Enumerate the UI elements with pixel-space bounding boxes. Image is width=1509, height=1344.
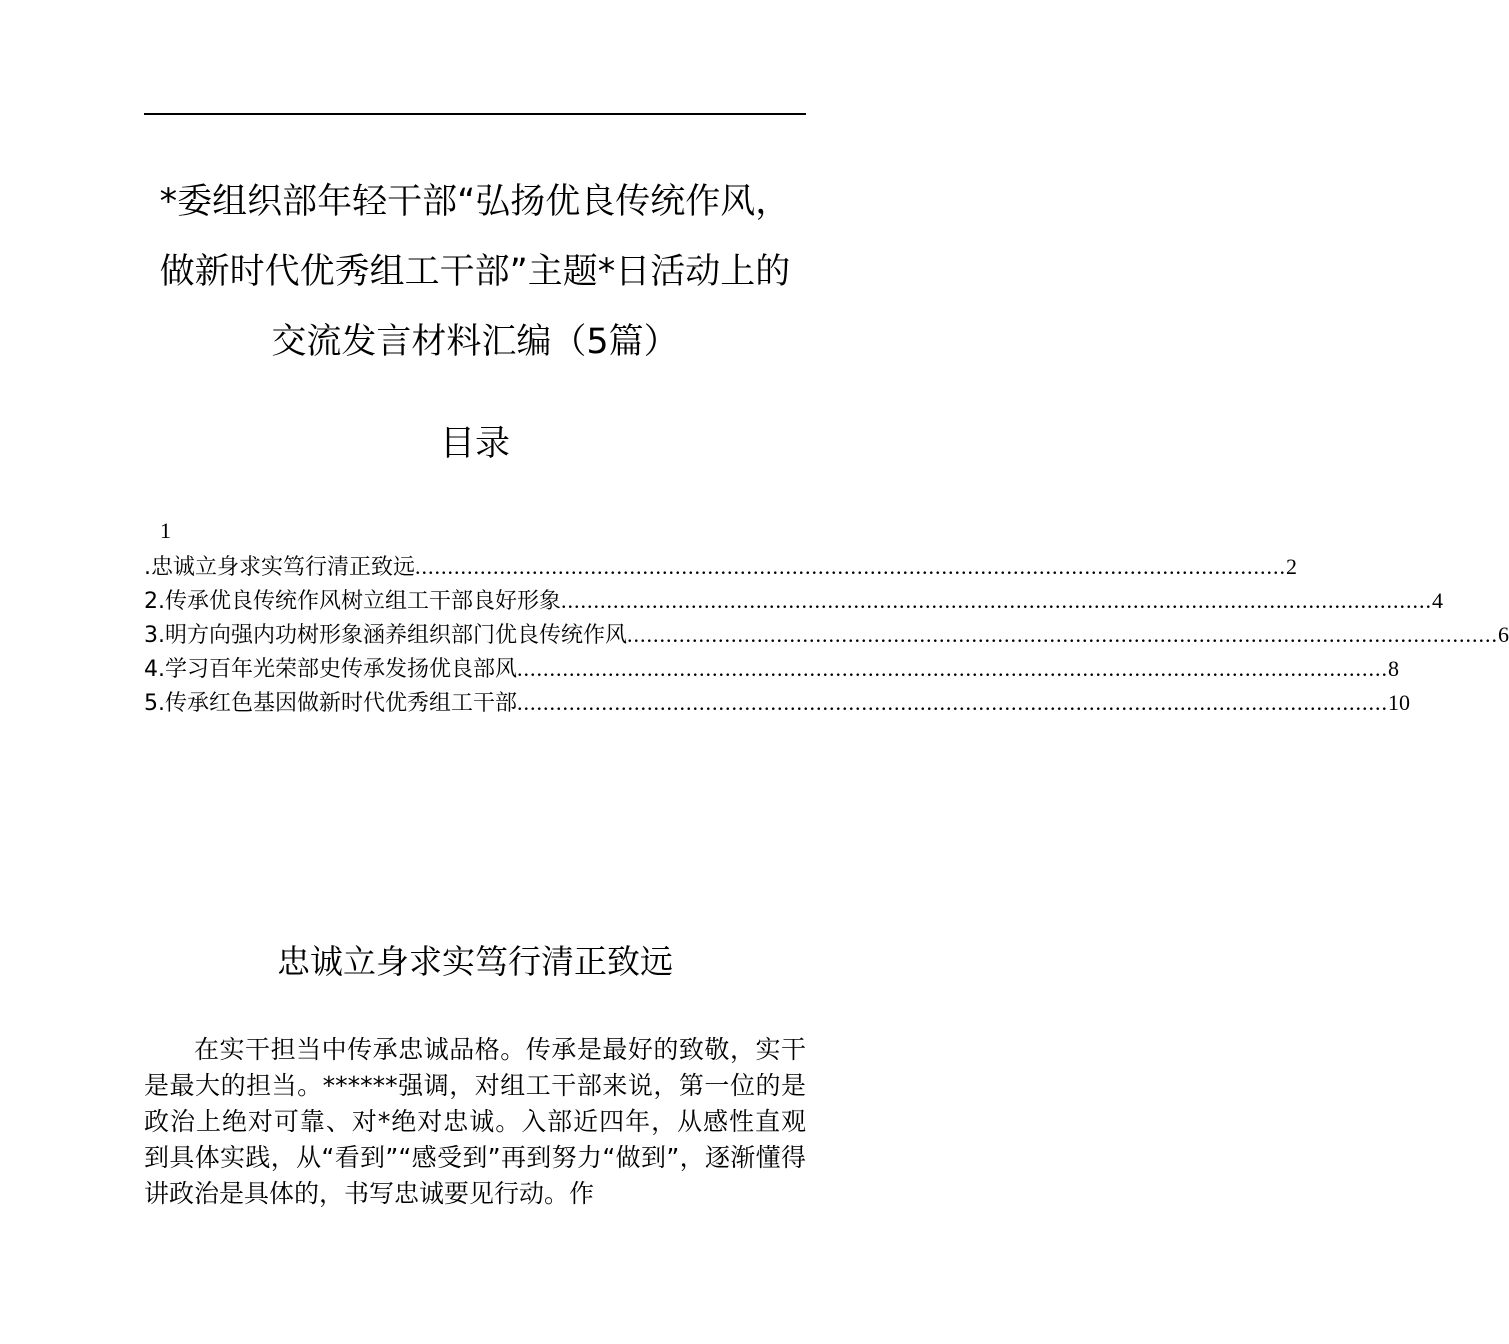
toc-heading: 目录 [439, 424, 510, 464]
doc-title-line-1: *委组织部年轻干部“弘扬优良传统作风， [159, 182, 791, 222]
toc-leader-dots: ...................................................................................................................................... [561, 588, 1432, 613]
toc-entry-label: 2.传承优良传统作风树立组工干部良好形象 [144, 589, 561, 614]
body-paragraph: 在实干担当中传承忠诚品格。传承是最好的致敬，实干是最大的担当。******强调，对组工干部来说，第一位的是政治上绝对可靠、对*绝对忠诚。入部近四年，从感性直观到具体实践，从“看到”“感受到”再到努力“做到”，逐渐懂得讲政治是具体的，书写忠诚要见行动。作 [144, 1035, 806, 1208]
header-rule [144, 113, 806, 115]
toc-entry[interactable] [144, 652, 1399, 686]
toc-leader-dots: ...................................................................................................................................... [627, 622, 1498, 647]
doc-title-line-2: 做新时代优秀组工干部”主题*日活动上的 [159, 252, 791, 292]
toc-entry-page: 10 [1388, 690, 1410, 715]
toc-leader-dots: ...................................................................................................................................... [517, 656, 1388, 681]
toc-leader-dots: ...................................................................................................................................... [415, 554, 1286, 579]
toc-entry-label: .忠诚立身求实笃行清正致远 [144, 555, 415, 580]
toc-entry-label: 4.学习百年光荣部史传承发扬优良部风 [144, 657, 517, 682]
toc-entry-page: 8 [1388, 656, 1399, 681]
toc-leader-dots: ...................................................................................................................................... [517, 690, 1388, 715]
toc-first-number: 1 [160, 518, 171, 543]
toc-entry[interactable] [144, 686, 1410, 720]
toc-entry-page: 4 [1432, 588, 1443, 613]
toc-entry[interactable] [144, 618, 1509, 652]
toc-entry[interactable] [144, 584, 1443, 618]
toc-entry-label: 3.明方向强内功树形象涵养组织部门优良传统作风 [144, 623, 627, 648]
toc-entry[interactable] [144, 550, 1297, 584]
doc-title-line-3: 交流发言材料汇编（5篇） [271, 322, 679, 362]
section-title: 忠诚立身求实笃行清正致远 [277, 942, 673, 981]
toc-entry-label: 5.传承红色基因做新时代优秀组工干部 [144, 691, 517, 716]
toc-entry-page: 6 [1498, 622, 1509, 647]
toc-entry-page: 2 [1286, 554, 1297, 579]
